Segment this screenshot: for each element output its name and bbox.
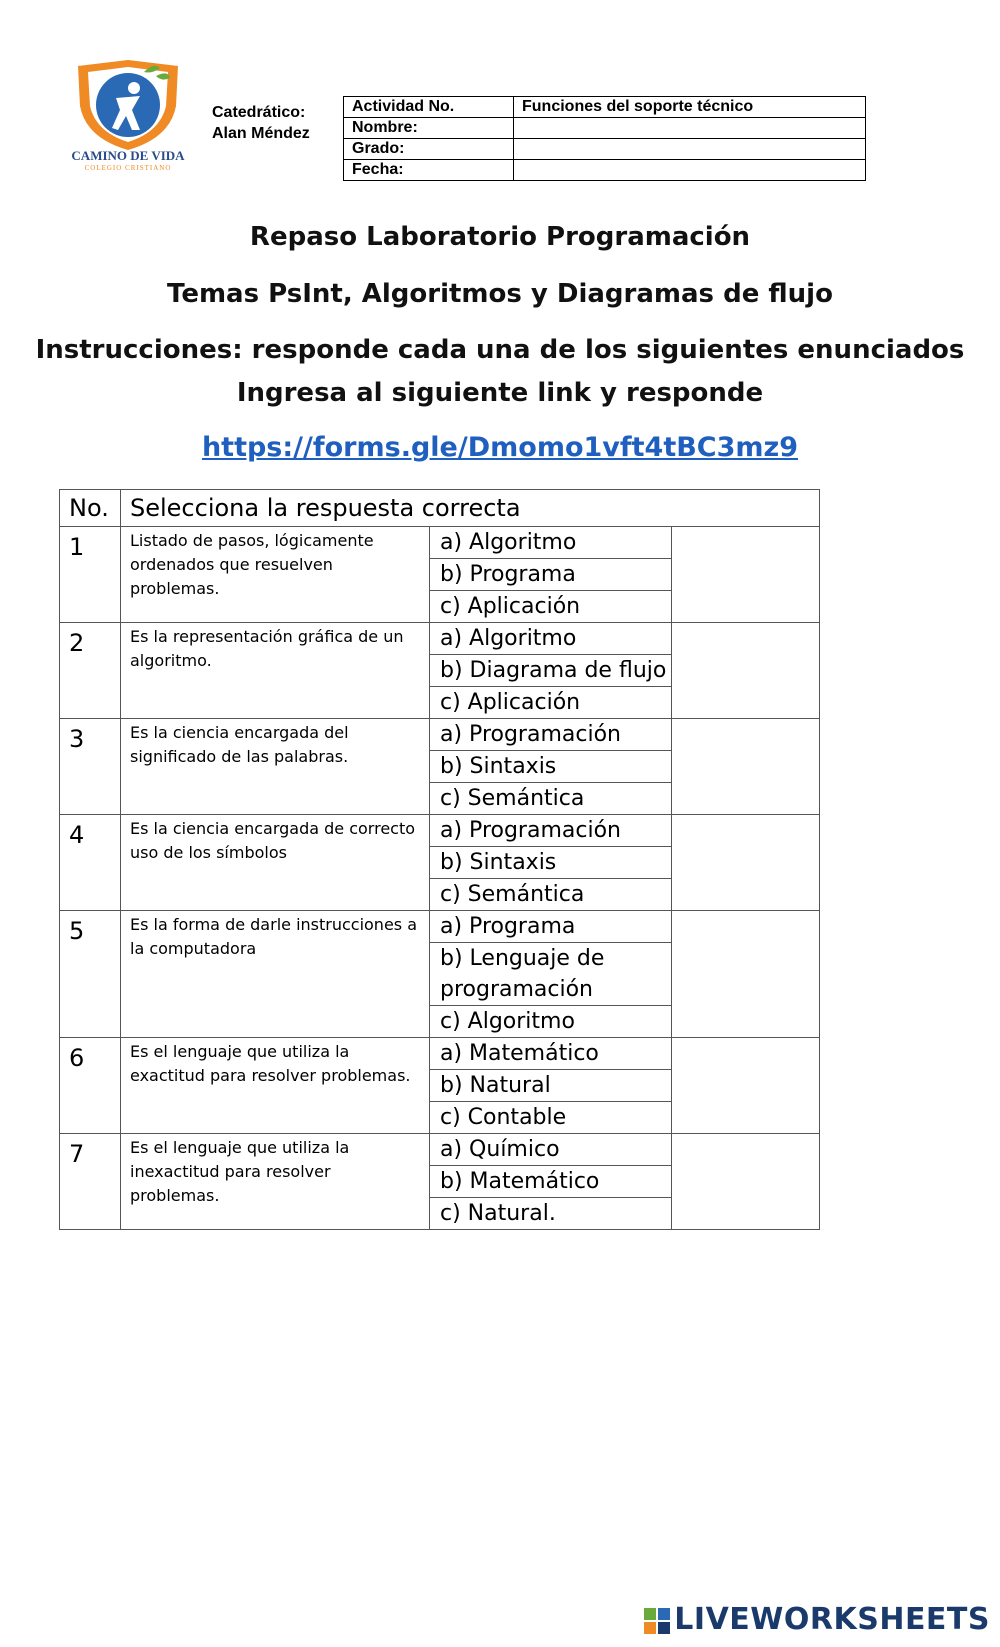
answer-option[interactable]: b) Matemático [430, 1166, 672, 1198]
answer-option[interactable]: a) Programa [430, 911, 672, 943]
question-row [60, 527, 820, 559]
header-key: Actividad No. [344, 97, 514, 118]
answer-blank-cell [672, 527, 820, 623]
question-text: Es el lenguaje que utiliza la inexactitud para resolver problemas. [121, 1134, 430, 1230]
header-key: Fecha: [344, 160, 514, 181]
answer-option[interactable]: c) Aplicación [430, 591, 672, 623]
question-text: Es la ciencia encargada de correcto uso de los símbolos [121, 815, 430, 911]
header-key: Grado: [344, 139, 514, 160]
answer-option[interactable]: c) Natural. [430, 1198, 672, 1230]
question-text: Es el lenguaje que utiliza la exactitud para resolver problemas. [121, 1038, 430, 1134]
date-field[interactable] [514, 160, 866, 181]
header-info-table [343, 96, 866, 181]
question-number: 3 [60, 719, 121, 815]
logo-text: CAMINO DE VIDA [71, 148, 185, 163]
name-field[interactable] [514, 118, 866, 139]
answer-option[interactable]: a) Matemático [430, 1038, 672, 1070]
answer-blank-cell [672, 815, 820, 911]
header-row-grade [344, 139, 866, 160]
question-row [60, 911, 820, 943]
answer-option[interactable]: b) Diagrama de flujo [430, 655, 672, 687]
question-row [60, 815, 820, 847]
question-number: 7 [60, 1134, 121, 1230]
question-number: 1 [60, 527, 121, 623]
answer-option[interactable]: a) Algoritmo [430, 527, 672, 559]
answer-option[interactable]: b) Natural [430, 1070, 672, 1102]
instructions-link-prompt: Ingresa al siguiente link y responde [236, 378, 764, 408]
header-row-name [344, 118, 866, 139]
answer-option[interactable]: b) Sintaxis [430, 751, 672, 783]
quiz-table [59, 489, 820, 1230]
quiz-header-row [60, 490, 820, 527]
header-row-date [344, 160, 866, 181]
question-row [60, 719, 820, 751]
answer-blank-cell [672, 911, 820, 1038]
school-logo [58, 58, 198, 176]
question-text: Es la forma de darle instrucciones a la computadora [121, 911, 430, 1038]
question-row [60, 1134, 820, 1166]
answer-option[interactable]: c) Aplicación [430, 687, 672, 719]
question-text: Es la ciencia encargada del significado de las palabras. [121, 719, 430, 815]
header-row-activity [344, 97, 866, 118]
answer-option[interactable]: b) Lenguaje de programación [430, 943, 672, 1006]
liveworksheets-watermark [644, 1602, 990, 1637]
teacher-block [212, 102, 310, 144]
question-number: 6 [60, 1038, 121, 1134]
answer-option[interactable]: a) Algoritmo [430, 623, 672, 655]
question-number: 4 [60, 815, 121, 911]
page-subtitle: Temas PsInt, Algoritmos y Diagramas de flujo [167, 279, 833, 309]
answer-option[interactable]: c) Semántica [430, 783, 672, 815]
teacher-name: Alan Méndez [212, 125, 310, 142]
question-number: 5 [60, 911, 121, 1038]
answer-blank-cell [672, 719, 820, 815]
answer-option[interactable]: c) Algoritmo [430, 1006, 672, 1038]
answer-blank-cell [672, 623, 820, 719]
question-number: 2 [60, 623, 121, 719]
teacher-label: Catedrático: [212, 104, 306, 121]
answer-option[interactable]: a) Programación [430, 815, 672, 847]
answer-option[interactable]: a) Químico [430, 1134, 672, 1166]
answer-option[interactable]: b) Sintaxis [430, 847, 672, 879]
answer-blank-cell [672, 1134, 820, 1230]
answer-option[interactable]: a) Programación [430, 719, 672, 751]
liveworksheets-icon [644, 1608, 670, 1634]
form-link[interactable]: https://forms.gle/Dmomo1vft4tBC3mz9 [201, 432, 799, 463]
page-title: Repaso Laboratorio Programación [249, 222, 751, 252]
question-text: Es la representación gráfica de un algoritmo. [121, 623, 430, 719]
grade-field[interactable] [514, 139, 866, 160]
instructions: Instrucciones: responde cada una de los siguientes enunciados [35, 335, 965, 365]
column-header-select: Selecciona la respuesta correcta [121, 490, 820, 527]
question-row [60, 1038, 820, 1070]
answer-blank-cell [672, 1038, 820, 1134]
answer-option[interactable]: c) Contable [430, 1102, 672, 1134]
question-row [60, 623, 820, 655]
question-text: Listado de pasos, lógicamente ordenados que resuelven problemas. [121, 527, 430, 623]
answer-option[interactable]: c) Semántica [430, 879, 672, 911]
header-key: Nombre: [344, 118, 514, 139]
answer-option[interactable]: b) Programa [430, 559, 672, 591]
column-header-no: No. [60, 490, 121, 527]
logo-subtext: COLEGIO CRISTIANO [84, 164, 172, 172]
watermark-text: LIVEWORKSHEETS [674, 1602, 990, 1637]
header-value[interactable]: Funciones del soporte técnico [514, 97, 866, 118]
